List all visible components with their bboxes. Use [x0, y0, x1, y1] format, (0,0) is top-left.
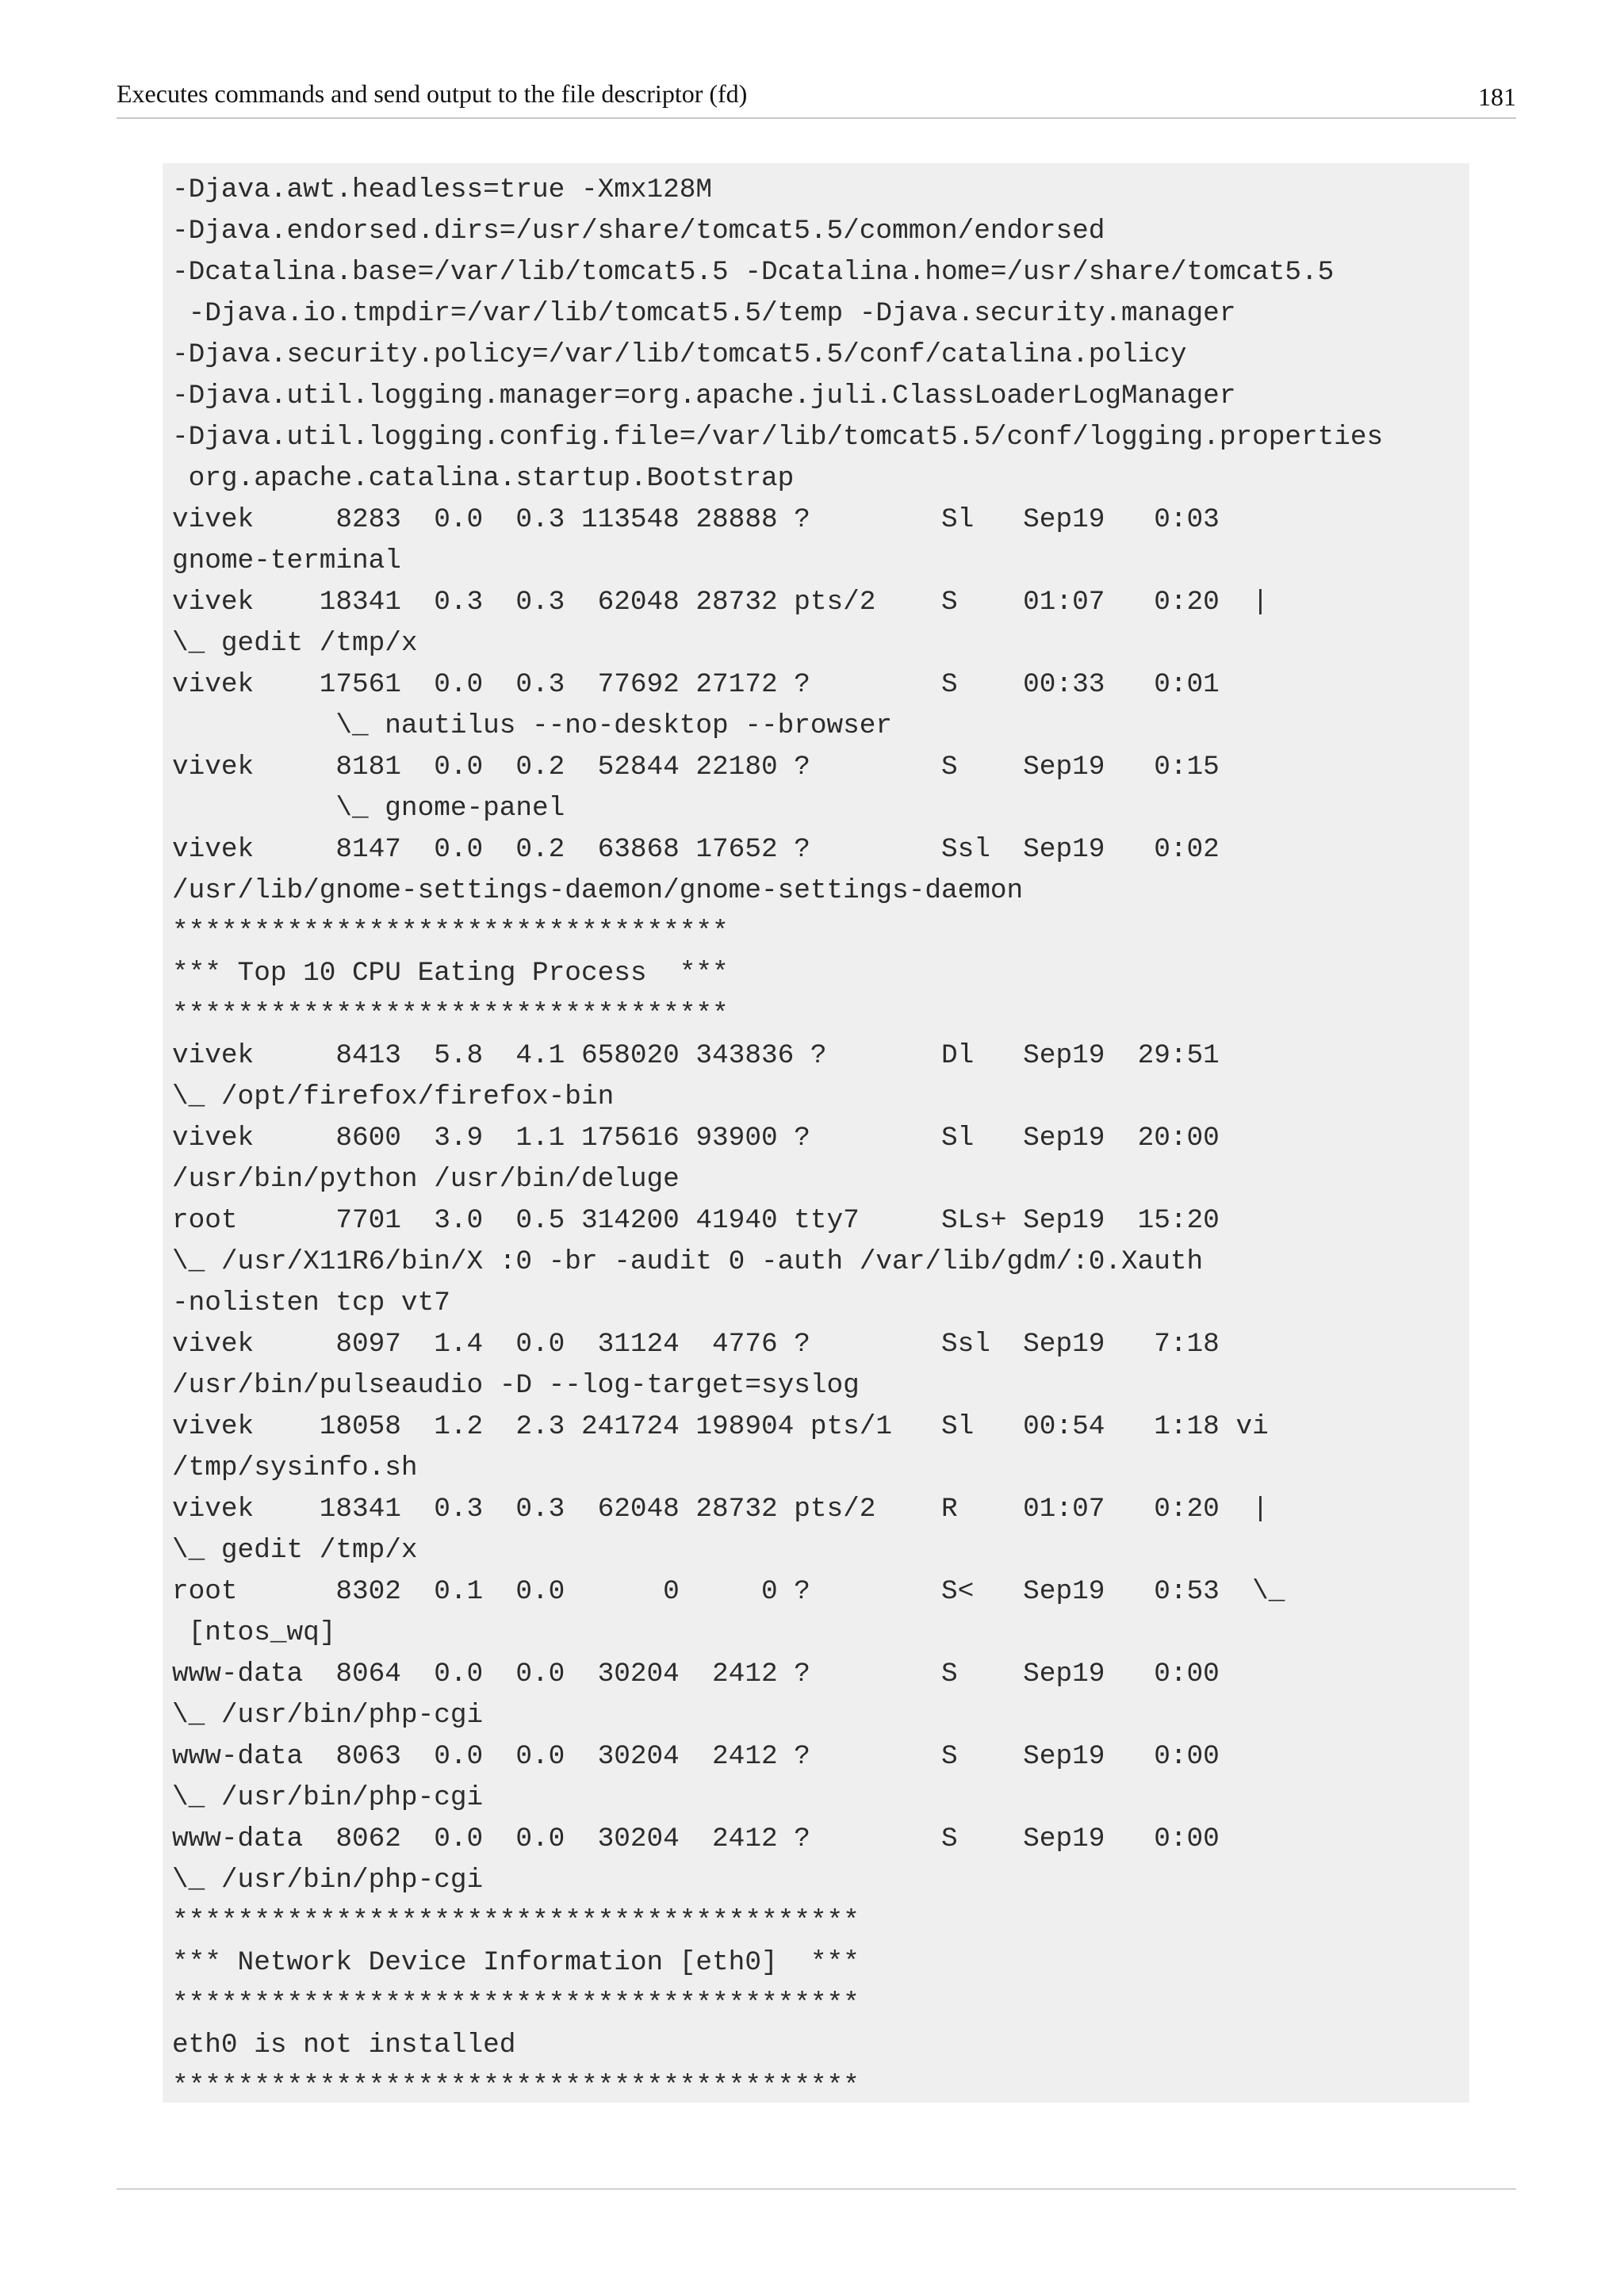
- footer-divider: [117, 2188, 1516, 2190]
- code-line: www-data 8063 0.0 0.0 30204 2412 ? S Sep19 0:00: [172, 1741, 1220, 1772]
- code-line: \_ gnome-panel: [172, 793, 565, 824]
- code-line: -Djava.util.logging.config.file=/var/lib/tomcat5.5/conf/logging.properties: [172, 422, 1384, 453]
- code-line: **********************************: [172, 999, 729, 1030]
- code-line: ******************************************: [172, 1906, 860, 1937]
- code-line: vivek 8413 5.8 4.1 658020 343836 ? Dl Sep19 29:51: [172, 1040, 1220, 1071]
- code-line: -Djava.util.logging.manager=org.apache.juli.ClassLoaderLogManager: [172, 381, 1236, 411]
- code-line: -Dcatalina.base=/var/lib/tomcat5.5 -Dcatalina.home=/usr/share/tomcat5.5: [172, 257, 1335, 288]
- code-line: \_ /usr/bin/php-cgi: [172, 1782, 484, 1813]
- code-line: /usr/lib/gnome-settings-daemon/gnome-settings-daemon: [172, 875, 1024, 906]
- code-line: vivek 18058 1.2 2.3 241724 198904 pts/1 Sl 00:54 1:18 vi: [172, 1411, 1269, 1442]
- code-line: vivek 8283 0.0 0.3 113548 28888 ? Sl Sep19 0:03: [172, 504, 1220, 535]
- page-number: 181: [1478, 82, 1516, 111]
- code-line: vivek 17561 0.0 0.3 77692 27172 ? S 00:33 0:01: [172, 669, 1220, 700]
- code-line: \_ /usr/X11R6/bin/X :0 -br -audit 0 -auth /var/lib/gdm/:0.Xauth: [172, 1246, 1204, 1277]
- code-line: \_ /opt/firefox/firefox-bin: [172, 1081, 615, 1112]
- code-line: www-data 8062 0.0 0.0 30204 2412 ? S Sep19 0:00: [172, 1823, 1220, 1854]
- code-line: *** Top 10 CPU Eating Process ***: [172, 958, 729, 989]
- code-line: -Djava.endorsed.dirs=/usr/share/tomcat5.5/common/endorsed: [172, 216, 1105, 247]
- running-header-title: Executes commands and send output to the file descriptor (fd): [117, 79, 748, 108]
- code-line: -nolisten tcp vt7: [172, 1288, 450, 1318]
- code-line: -Djava.security.policy=/var/lib/tomcat5.5/conf/catalina.policy: [172, 339, 1187, 370]
- code-line: *** Network Device Information [eth0] ***: [172, 1947, 860, 1978]
- code-line: vivek 8147 0.0 0.2 63868 17652 ? Ssl Sep19 0:02: [172, 834, 1220, 865]
- code-listing-text: [172, 170, 1469, 2107]
- code-line: \_ nautilus --no-desktop --browser: [172, 710, 893, 741]
- code-line: root 7701 3.0 0.5 314200 41940 tty7 SLs+ Sep19 15:20: [172, 1205, 1220, 1236]
- code-line: org.apache.catalina.startup.Bootstrap: [172, 463, 795, 494]
- code-line: vivek 18341 0.3 0.3 62048 28732 pts/2 S 01:07 0:20 |: [172, 587, 1269, 618]
- code-line: eth0 is not installed: [172, 2030, 516, 2061]
- code-line: /usr/bin/python /usr/bin/deluge: [172, 1164, 680, 1195]
- code-line: \_ gedit /tmp/x: [172, 628, 418, 659]
- code-line: -Djava.io.tmpdir=/var/lib/tomcat5.5/temp -Djava.security.manager: [172, 298, 1236, 329]
- code-line: /tmp/sysinfo.sh: [172, 1452, 418, 1483]
- code-line: vivek 8600 3.9 1.1 175616 93900 ? Sl Sep19 20:00: [172, 1123, 1220, 1154]
- code-line: -Djava.awt.headless=true -Xmx128M: [172, 174, 713, 205]
- code-line: root 8302 0.1 0.0 0 0 ? S< Sep19 0:53 \_: [172, 1576, 1285, 1607]
- code-line: **********************************: [172, 916, 729, 947]
- code-line: \_ /usr/bin/php-cgi: [172, 1865, 484, 1896]
- code-line: [ntos_wq]: [172, 1617, 336, 1648]
- code-line: vivek 18341 0.3 0.3 62048 28732 pts/2 R 01:07 0:20 |: [172, 1494, 1269, 1525]
- page-header: [117, 79, 1516, 119]
- code-line: vivek 8097 1.4 0.0 31124 4776 ? Ssl Sep19 7:18: [172, 1329, 1220, 1360]
- code-listing: [163, 163, 1469, 2103]
- code-line: ******************************************: [172, 1988, 860, 2019]
- code-line: www-data 8064 0.0 0.0 30204 2412 ? S Sep19 0:00: [172, 1659, 1220, 1689]
- code-line: \_ gedit /tmp/x: [172, 1535, 418, 1566]
- code-line: /usr/bin/pulseaudio -D --log-target=syslog: [172, 1370, 860, 1401]
- code-line: \_ /usr/bin/php-cgi: [172, 1700, 484, 1731]
- code-line: ******************************************: [172, 2071, 860, 2102]
- code-line: gnome-terminal: [172, 545, 401, 576]
- code-line: vivek 8181 0.0 0.2 52844 22180 ? S Sep19 0:15: [172, 752, 1220, 783]
